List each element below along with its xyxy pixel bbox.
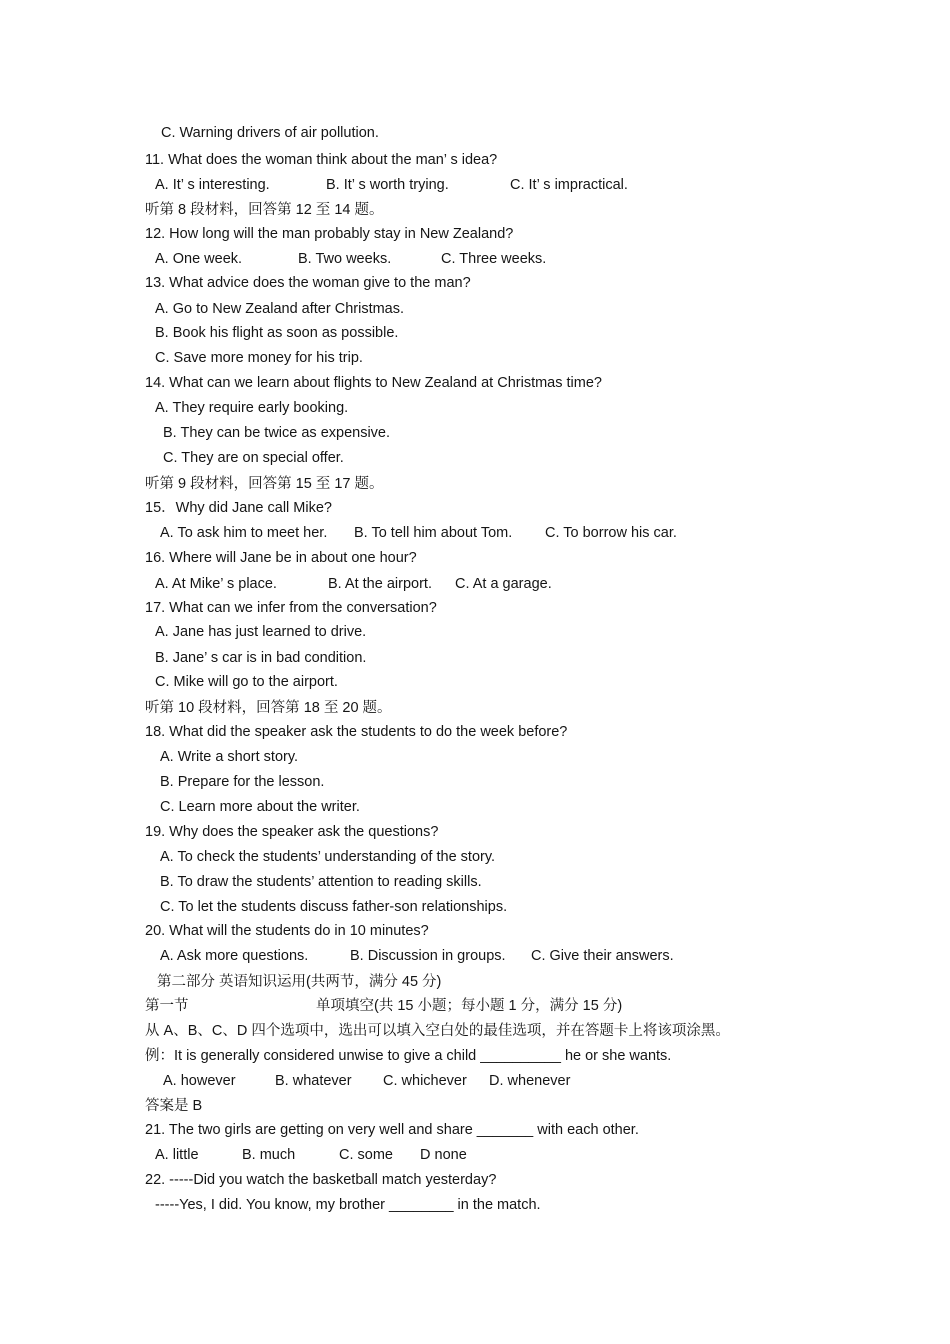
q13-option-c: C. Save more money for his trip. [155, 350, 363, 366]
q15-stem: 15．Why did Jane call Mike? [145, 500, 332, 516]
passage8-instruction: 听第 8 段材料，回答第 12 至 14 题。 [145, 202, 384, 218]
q20-stem: 20. What will the students do in 10 minutes? [145, 923, 429, 939]
q14-option-c: C. They are on special offer. [163, 450, 344, 466]
q11-option-b: B. It’ s worth trying. [326, 177, 449, 193]
q18-option-c: C. Learn more about the writer. [160, 799, 360, 815]
q20-option-c: C. Give their answers. [531, 948, 674, 964]
q15-option-b: B. To tell him about Tom. [354, 525, 513, 541]
q21-stem: 21. The two girls are getting on very well and share _______ with each other. [145, 1122, 639, 1138]
q12-option-c: C. Three weeks. [441, 251, 547, 267]
example-stem: 例：It is generally considered unwise to give a child __________ he or she wants. [145, 1048, 672, 1064]
q19-stem: 19. Why does the speaker ask the questions? [145, 824, 439, 840]
q18-option-a: A. Write a short story. [160, 749, 299, 765]
q16-option-b: B. At the airport. [328, 576, 432, 592]
q20-option-a: A. Ask more questions. [160, 948, 309, 964]
q12-stem: 12. How long will the man probably stay in New Zealand? [145, 226, 514, 242]
section1-label: 第一节 [145, 998, 189, 1014]
q10-option-c: C. Warning drivers of air pollution. [161, 125, 379, 141]
q21-option-c: C. some [339, 1147, 393, 1163]
example-option-a: A. however [163, 1073, 236, 1089]
q17-option-a: A. Jane has just learned to drive. [155, 624, 367, 640]
q21-option-d: D none [420, 1147, 467, 1163]
q17-option-c: C. Mike will go to the airport. [155, 674, 338, 690]
q16-option-c: C. At a garage. [455, 576, 552, 592]
q15-option-a: A. To ask him to meet her. [160, 525, 328, 541]
q19-option-c: C. To let the students discuss father-son relationships. [160, 899, 508, 915]
q17-option-b: B. Jane’ s car is in bad condition. [155, 650, 367, 666]
q11-option-c: C. It’ s impractical. [510, 177, 628, 193]
example-option-b: B. whatever [275, 1073, 352, 1089]
q20-option-b: B. Discussion in groups. [350, 948, 506, 964]
section1-title: 单项填空(共 15 小题；每小题 1 分，满分 15 分) [316, 998, 623, 1014]
example-answer: 答案是 B [145, 1098, 203, 1114]
q12-option-a: A. One week. [155, 251, 243, 267]
q21-option-a: A. little [155, 1147, 199, 1163]
q16-stem: 16. Where will Jane be in about one hour? [145, 550, 417, 566]
q18-stem: 18. What did the speaker ask the students to do the week before? [145, 724, 568, 740]
q16-option-a: A. At Mike’ s place. [155, 576, 277, 592]
q15-option-c: C. To borrow his car. [545, 525, 677, 541]
q19-option-a: A. To check the students’ understanding of the story. [160, 849, 496, 865]
q14-option-a: A. They require early booking. [155, 400, 349, 416]
q17-stem: 17. What can we infer from the conversation? [145, 600, 437, 616]
q11-stem: 11. What does the woman think about the man’ s idea? [145, 152, 498, 168]
example-option-c: C. whichever [383, 1073, 467, 1089]
q14-stem: 14. What can we learn about flights to New Zealand at Christmas time? [145, 375, 602, 391]
q13-option-b: B. Book his flight as soon as possible. [155, 325, 399, 341]
q19-option-b: B. To draw the students’ attention to reading skills. [160, 874, 482, 890]
q18-option-b: B. Prepare for the lesson. [160, 774, 325, 790]
section1-instruction: 从 A、B、C、D 四个选项中，选出可以填入空白处的最佳选项，并在答题卡上将该项涂黑。 [145, 1023, 730, 1039]
q21-option-b: B. much [242, 1147, 296, 1163]
passage10-instruction: 听第 10 段材料，回答第 18 至 20 题。 [145, 700, 392, 716]
q14-option-b: B. They can be twice as expensive. [163, 425, 391, 441]
example-option-d: D. whenever [489, 1073, 571, 1089]
q13-option-a: A. Go to New Zealand after Christmas. [155, 301, 405, 317]
q22-reply: -----Yes, I did. You know, my brother ________ in the match. [155, 1197, 541, 1213]
q12-option-b: B. Two weeks. [298, 251, 392, 267]
q11-option-a: A. It’ s interesting. [155, 177, 270, 193]
passage9-instruction: 听第 9 段材料，回答第 15 至 17 题。 [145, 476, 384, 492]
q13-stem: 13. What advice does the woman give to the man? [145, 275, 471, 291]
q22-stem: 22. -----Did you watch the basketball match yesterday? [145, 1172, 497, 1188]
part2-heading: 第二部分 英语知识运用(共两节，满分 45 分) [157, 974, 442, 990]
